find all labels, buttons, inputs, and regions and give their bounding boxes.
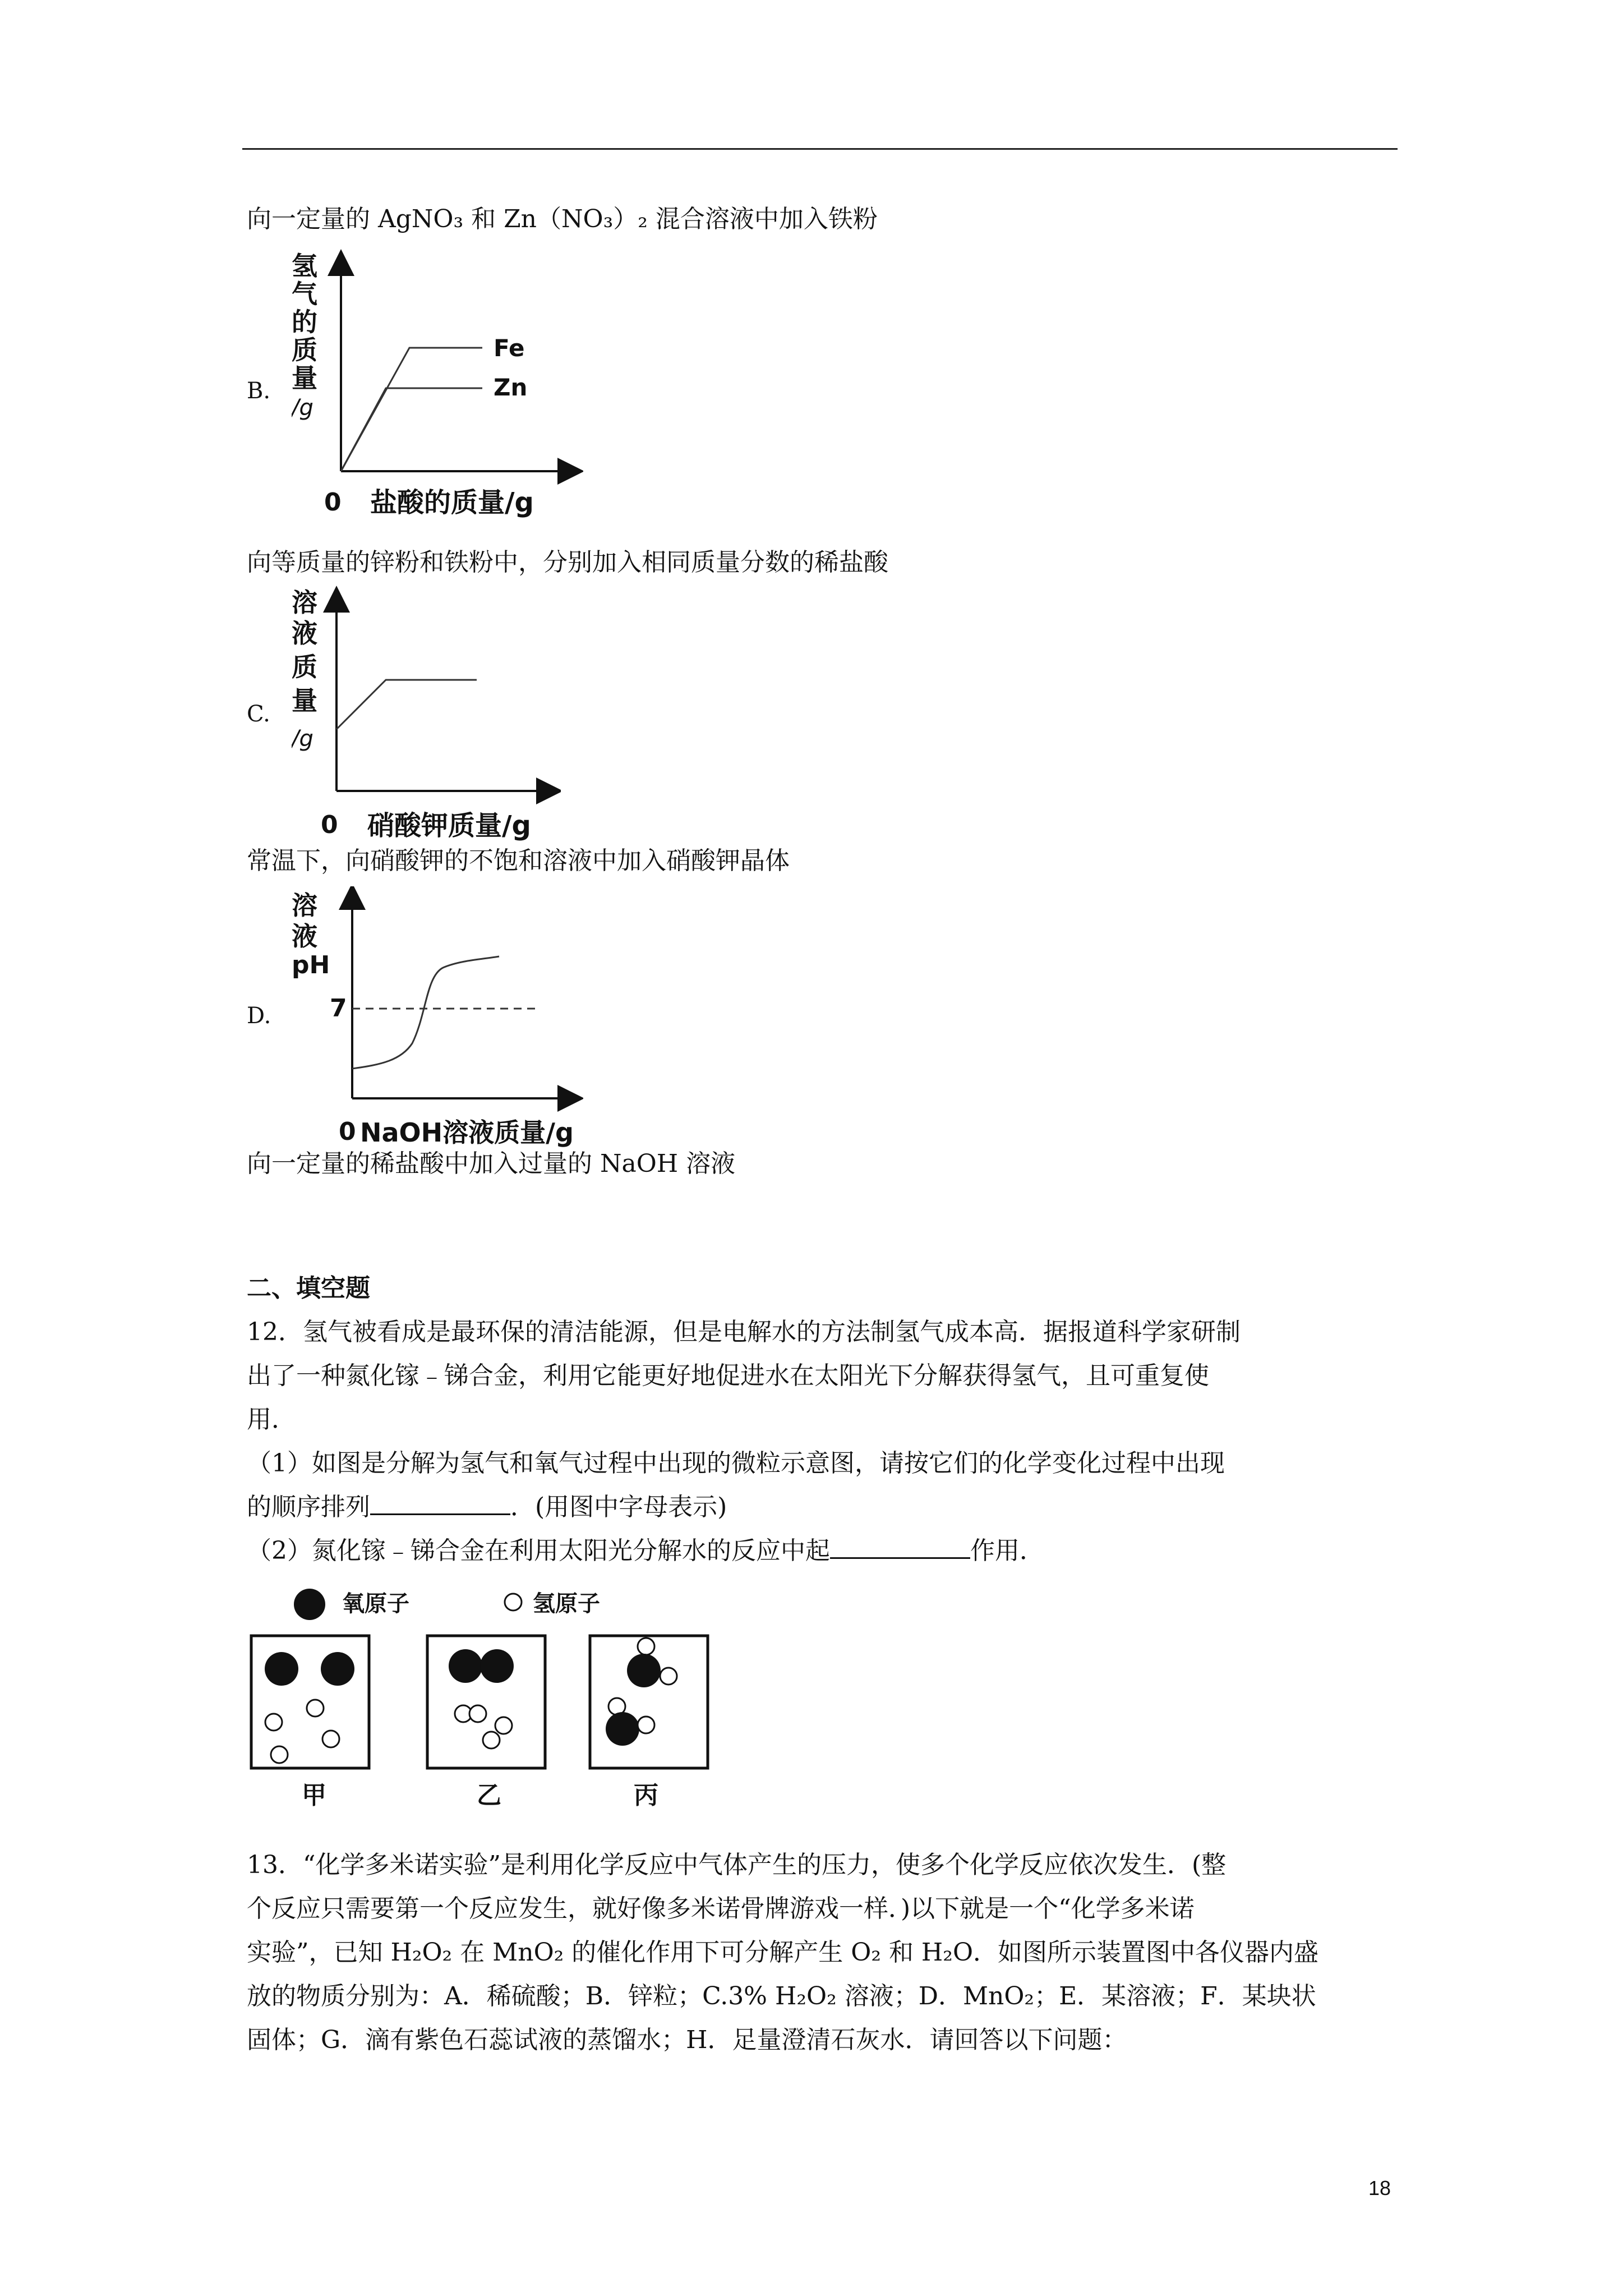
- chart-b-ylabel-1: 气: [292, 279, 317, 309]
- particle-diagram: [247, 1582, 751, 1818]
- option-a-caption: 向一定量的 AgNO₃ 和 Zn（NO₃）₂ 混合溶液中加入铁粉: [247, 205, 878, 233]
- section-heading: 二、填空题: [247, 1274, 370, 1303]
- chart-b-line-zn: [341, 388, 482, 471]
- chart-b-ylabel-0: 氢: [292, 251, 317, 281]
- option-d-label: D.: [247, 1003, 271, 1029]
- chart-c-ylabel-1: 液: [292, 618, 317, 648]
- q12-sub1-text: 的顺序排列: [247, 1493, 370, 1521]
- answer-blank-1[interactable]: [370, 1491, 510, 1515]
- chart-c-ylabel-4: /g: [292, 726, 313, 752]
- chart-d-seven: 7: [330, 994, 347, 1023]
- box-yi-label: 乙: [477, 1781, 501, 1810]
- q12-sub1-hint: ．(用图中字母表示): [510, 1493, 727, 1521]
- chart-b-ylabel-2: 的: [292, 307, 317, 337]
- chart-b-ylabel-4: 量: [292, 363, 317, 393]
- chart-c-ylabel-2: 质: [292, 652, 317, 682]
- option-d-caption: 向一定量的稀盐酸中加入过量的 NaOH 溶液: [247, 1149, 736, 1178]
- chart-c-ylabel-3: 量: [292, 685, 317, 716]
- chart-b-xlabel: 盐酸的质量/g: [370, 487, 534, 518]
- option-b-caption: 向等质量的锌粉和铁粉中，分别加入相同质量分数的稀盐酸: [247, 548, 888, 577]
- answer-blank-2[interactable]: [830, 1535, 970, 1559]
- page-number: 18: [1368, 2177, 1391, 2200]
- chart-b-origin: 0: [324, 488, 342, 517]
- q13-line-5: 固体；G．滴有紫色石蕊试液的蒸馏水；H．足量澄清石灰水．请回答以下问题：: [247, 2026, 1127, 2054]
- q12-sub1-line-2: [247, 1488, 727, 1527]
- box-jia-label: 甲: [302, 1781, 326, 1810]
- chart-c-line: [336, 680, 477, 729]
- header-rule: [242, 148, 1398, 150]
- chart-d-ylabel-0: 溶: [292, 890, 317, 921]
- q13-line-2: 个反应只需要第一个反应发生，就好像多米诺骨牌游戏一样．)以下就是一个“化学多米诺: [247, 1894, 1195, 1923]
- legend-hydrogen: 氢原子: [533, 1591, 600, 1617]
- q13-line-3: 实验”，已知 H₂O₂ 在 MnO₂ 的催化作用下可分解产生 O₂ 和 H₂O．如图所示装置图中各仪器内盛: [247, 1938, 1319, 1967]
- q12-line-1: 12．氢气被看成是最环保的清洁能源，但是电解水的方法制氢气成本高．据报道科学家研制: [247, 1318, 1241, 1346]
- chart-d-ylabel-2: pH: [292, 951, 330, 979]
- q12-line-2: 出了一种氮化镓﹣锑合金，利用它能更好地促进水在太阳光下分解获得氢气，且可重复使: [247, 1361, 1209, 1390]
- chart-b-line-fe: [341, 348, 482, 471]
- oxygen-legend-dot: [294, 1589, 325, 1620]
- hydrogen-legend-dot: [505, 1594, 522, 1611]
- chart-b-series-fe: Fe: [494, 334, 525, 362]
- chart-c: [292, 583, 561, 841]
- chart-d-curve: [352, 956, 499, 1069]
- chart-d: [292, 886, 583, 1150]
- q13-line-1: 13．“化学多米诺实验”是利用化学反应中气体产生的压力，使多个化学反应依次发生．(整: [247, 1851, 1227, 1879]
- option-b-label: B.: [247, 378, 271, 404]
- box-bing-label: 丙: [634, 1781, 658, 1810]
- q12-line-3: 用．: [247, 1405, 296, 1434]
- chart-b: [292, 247, 583, 527]
- q13-line-4: 放的物质分别为：A．稀硫酸；B．锌粒；C.3% H₂O₂ 溶液；D．MnO₂；E．某溶液；F．某块状: [247, 1982, 1316, 2010]
- chart-c-origin: 0: [321, 811, 338, 839]
- chart-b-series-zn: Zn: [494, 374, 528, 401]
- chart-d-xlabel: NaOH溶液质量/g: [360, 1117, 574, 1148]
- q12-sub2-line: [247, 1531, 1044, 1571]
- chart-c-xlabel: 硝酸钾质量/g: [367, 810, 531, 841]
- chart-c-ylabel-0: 溶: [292, 587, 317, 618]
- legend-oxygen: 氧原子: [342, 1591, 409, 1617]
- option-c-caption: 常温下，向硝酸钾的不饱和溶液中加入硝酸钾晶体: [247, 846, 790, 875]
- chart-d-ylabel-1: 液: [292, 921, 317, 951]
- chart-d-origin: 0: [339, 1117, 356, 1146]
- chart-b-ylabel-5: /g: [292, 395, 313, 421]
- q12-sub1-line-1: （1）如图是分解为氢气和氧气过程中出现的微粒示意图，请按它们的化学变化过程中出现: [247, 1449, 1225, 1478]
- q12-sub2-tail: 作用．: [970, 1536, 1044, 1565]
- chart-b-ylabel-3: 质: [292, 335, 317, 365]
- q12-sub2-text: （2）氮化镓﹣锑合金在利用太阳光分解水的反应中起: [247, 1536, 830, 1565]
- option-c-label: C.: [247, 701, 270, 727]
